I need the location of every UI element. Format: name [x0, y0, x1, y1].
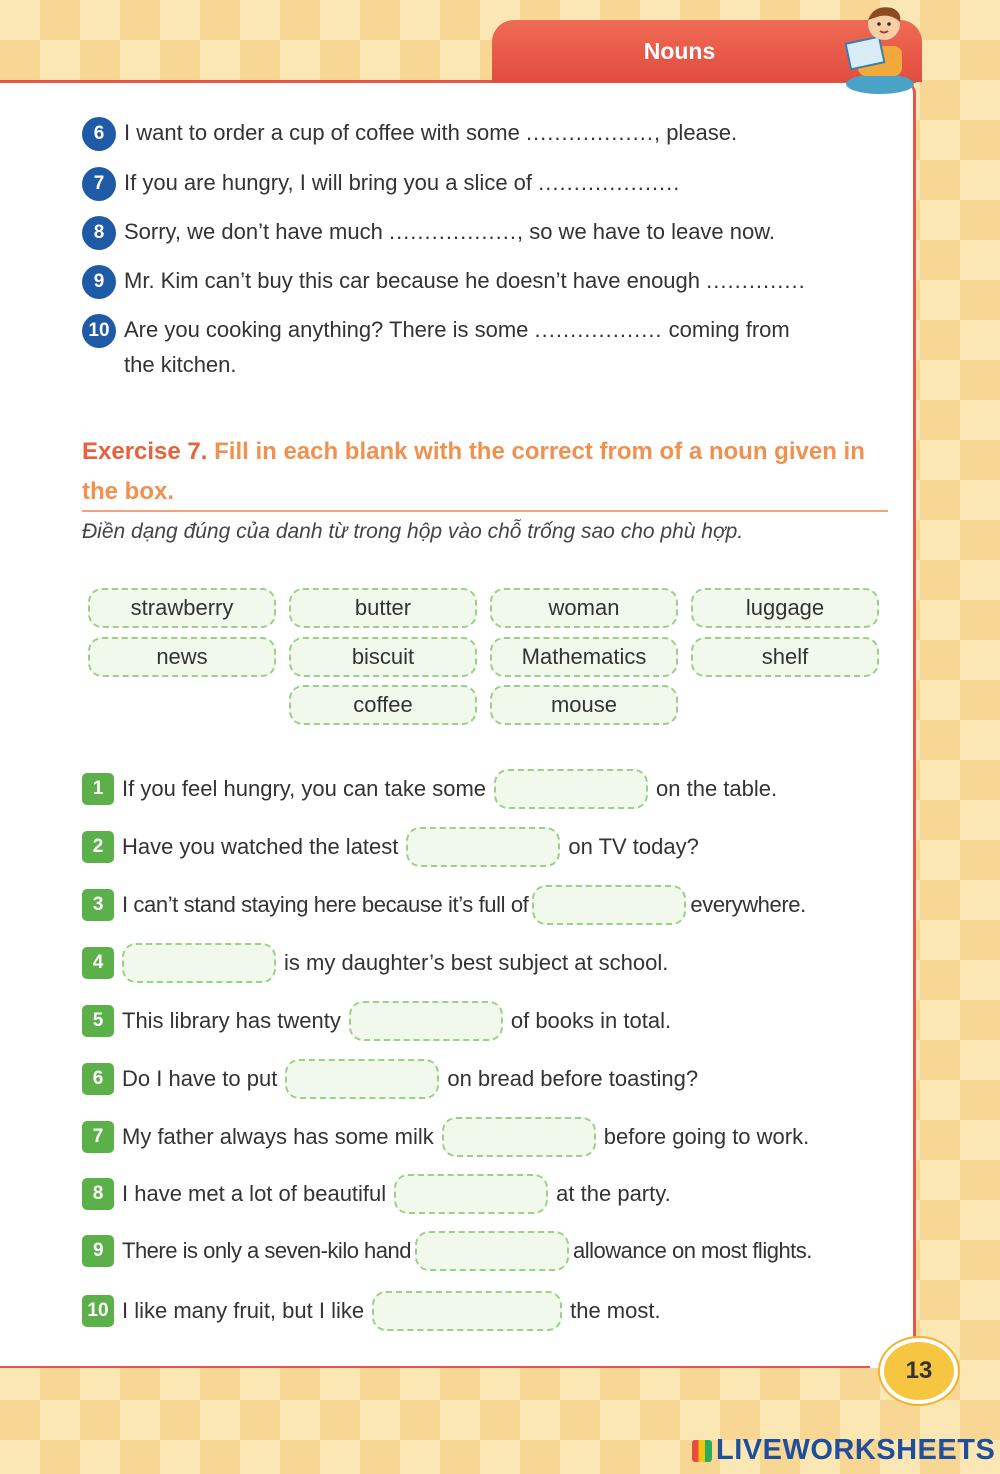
question-text: I can’t stand staying here because it’s full of	[122, 892, 529, 917]
page-number: 13	[880, 1338, 958, 1404]
question-text: Sorry, we don’t have much	[124, 219, 383, 244]
brand-logo	[692, 1434, 995, 1467]
question-number: 7	[82, 1121, 114, 1153]
word-chip[interactable]: coffee	[289, 685, 477, 725]
question-6	[82, 114, 737, 152]
question-text-after: everywhere.	[690, 892, 806, 917]
exercise-title	[82, 432, 888, 512]
question-text-after: of books in total.	[510, 1008, 672, 1033]
question-text: Have you watched the latest	[122, 834, 399, 859]
answer-blank[interactable]	[122, 943, 276, 983]
brand-text: LIVEWORKSHEETS	[716, 1434, 996, 1466]
question-text: I have met a lot of beautiful	[122, 1181, 387, 1206]
question-text-after: , so we have to leave now.	[516, 219, 776, 244]
question-number: 5	[82, 1005, 114, 1037]
word-chip[interactable]: mouse	[490, 685, 678, 725]
question-number: 10	[82, 314, 116, 348]
word-chip[interactable]: shelf	[691, 637, 879, 677]
exercise-question-2	[82, 826, 699, 868]
question-text-after: on the table.	[656, 776, 778, 801]
word-chip[interactable]: Mathematics	[490, 637, 678, 677]
exercise-question-3	[82, 884, 806, 926]
question-text: If you are hungry, I will bring you a slice of	[124, 170, 533, 195]
question-text-after: on TV today?	[568, 834, 699, 859]
question-number: 8	[82, 1178, 114, 1210]
question-text-after: allowance on most flights.	[573, 1238, 812, 1263]
question-text: If you feel hungry, you can take some	[122, 776, 487, 801]
question-text: Mr. Kim can’t buy this car because he doesn’t have enough	[124, 268, 701, 293]
answer-dots[interactable]: ..................	[388, 219, 517, 244]
word-chip[interactable]: woman	[490, 588, 678, 628]
question-text: There is only a seven-kilo hand	[122, 1238, 411, 1263]
question-number: 10	[82, 1295, 114, 1327]
question-number: 9	[82, 1235, 114, 1267]
answer-blank[interactable]	[415, 1231, 569, 1271]
question-10	[82, 311, 888, 349]
question-7	[82, 164, 679, 202]
answer-blank[interactable]	[372, 1291, 562, 1331]
question-9	[82, 262, 805, 300]
exercise-question-10	[82, 1290, 661, 1332]
exercise-divider	[82, 510, 888, 512]
question-number: 7	[82, 167, 116, 201]
answer-blank[interactable]	[285, 1059, 439, 1099]
exercise-question-5	[82, 1000, 671, 1042]
question-number: 8	[82, 216, 116, 250]
word-chip[interactable]: strawberry	[88, 588, 276, 628]
question-text-after: coming from	[668, 317, 790, 342]
question-8	[82, 213, 775, 251]
exercise-question-4	[82, 942, 668, 984]
word-chip[interactable]: butter	[289, 588, 477, 628]
question-number: 6	[82, 117, 116, 151]
question-text: I like many fruit, but I like	[122, 1298, 365, 1323]
question-text: Are you cooking anything? There is some	[124, 317, 529, 342]
answer-dots[interactable]: ..................	[525, 120, 654, 145]
question-text-after: , please.	[653, 120, 738, 145]
question-text-after: on bread before toasting?	[447, 1066, 699, 1091]
question-text-after: is my daughter’s best subject at school.	[284, 950, 669, 975]
exercise-subtitle: Điền dạng đúng của danh từ trong hộp vào chỗ trống sao cho phù hợp.	[82, 520, 744, 543]
section-title: Nouns	[643, 37, 716, 64]
question-number: 1	[82, 773, 114, 805]
question-number: 4	[82, 947, 114, 979]
answer-blank[interactable]	[406, 827, 560, 867]
question-number: 9	[82, 265, 116, 299]
boy-reading-icon	[840, 0, 924, 96]
exercise-question-6	[82, 1058, 698, 1100]
question-text-after: at the party.	[556, 1181, 671, 1206]
question-text: Do I have to put	[122, 1066, 278, 1091]
exercise-instruction: Fill in each blank with the correct from of a noun given in the box.	[82, 438, 865, 505]
question-text-after: before going to work.	[603, 1124, 810, 1149]
question-text-after: .	[673, 170, 680, 195]
question-text-after: .	[798, 268, 805, 293]
question-text: I want to order a cup of coffee with some	[124, 120, 520, 145]
bottom-border	[0, 1366, 870, 1368]
exercise-label: Exercise 7.	[82, 438, 208, 465]
answer-blank[interactable]	[532, 885, 686, 925]
question-text-after: the most.	[570, 1298, 661, 1323]
answer-blank[interactable]	[394, 1174, 548, 1214]
answer-blank[interactable]	[349, 1001, 503, 1041]
exercise-question-1	[82, 768, 777, 810]
answer-blank[interactable]	[442, 1117, 596, 1157]
answer-blank[interactable]	[494, 769, 648, 809]
question-number: 2	[82, 831, 114, 863]
exercise-question-9	[82, 1230, 812, 1272]
question-text: This library has twenty	[122, 1008, 341, 1033]
answer-dots[interactable]: ..................	[534, 317, 663, 342]
question-10-continued: the kitchen.	[124, 352, 237, 377]
question-number: 6	[82, 1063, 114, 1095]
exercise-question-7	[82, 1116, 809, 1158]
word-chip[interactable]: news	[88, 637, 276, 677]
liveworksheets-icon	[692, 1440, 712, 1462]
answer-dots[interactable]: .............	[706, 268, 799, 293]
word-chip[interactable]: luggage	[691, 588, 879, 628]
exercise-question-8	[82, 1173, 671, 1215]
word-chip[interactable]: biscuit	[289, 637, 477, 677]
question-number: 3	[82, 889, 114, 921]
answer-dots[interactable]: ...................	[538, 170, 674, 195]
question-text: My father always has some milk	[122, 1124, 434, 1149]
